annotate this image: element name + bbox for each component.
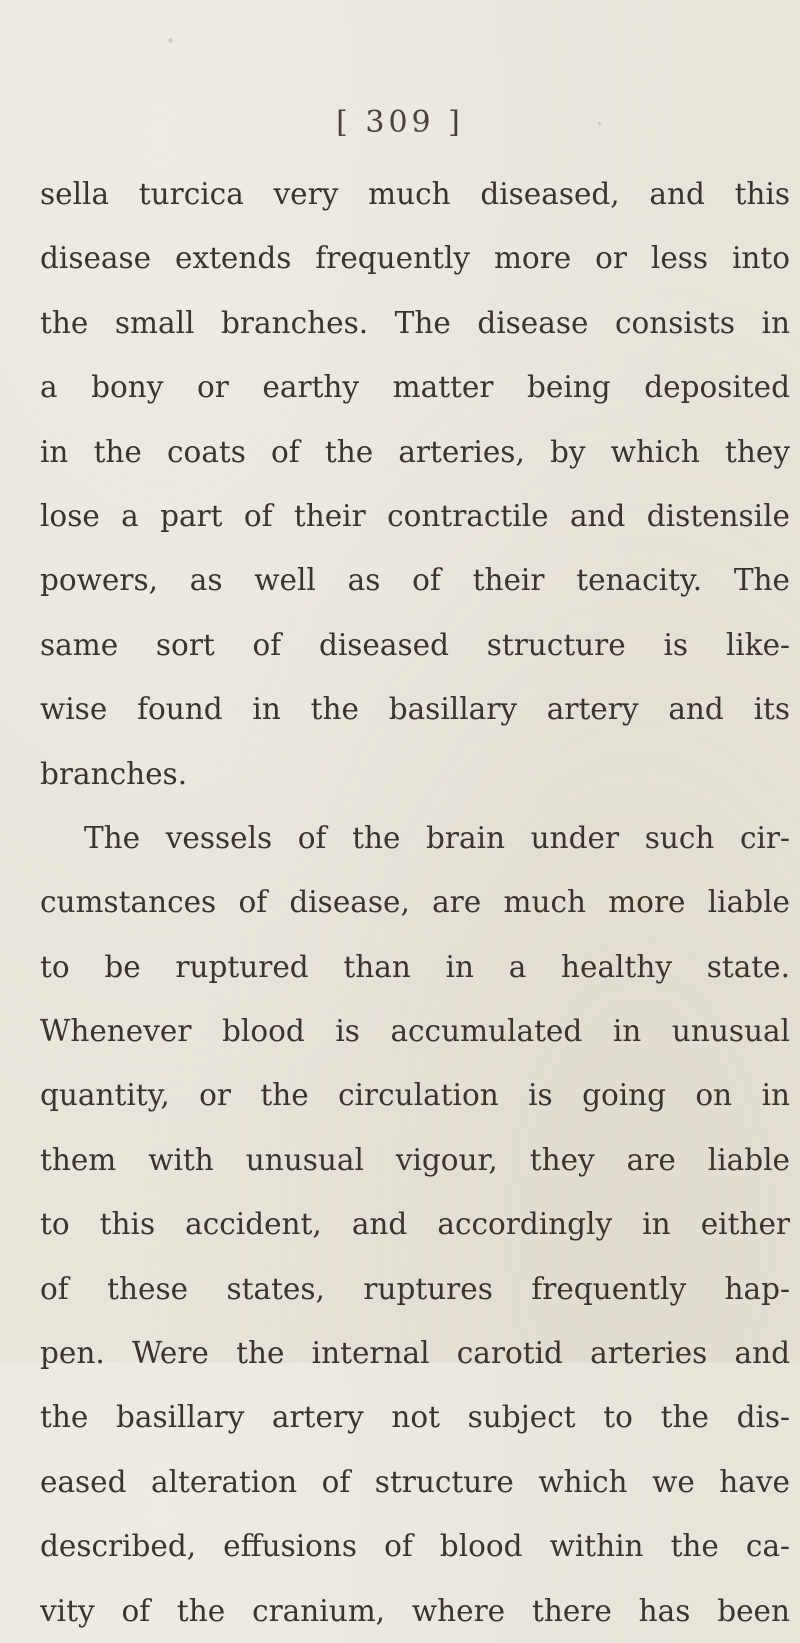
text-line: The vessels of the brain under such cir- — [84, 820, 790, 855]
text-line: to be ruptured than in a healthy state. — [40, 949, 790, 984]
page-number: [ 309 ] — [336, 105, 464, 140]
text-line: Whenever blood is accumulated in unusual — [40, 1014, 790, 1049]
text-line: the basillary artery not subject to the dis- — [40, 1400, 790, 1435]
text-line: lose a part of their contractile and distensile — [40, 498, 790, 533]
text-line: wise found in the basillary artery and its — [40, 692, 790, 727]
paper-speck — [168, 38, 173, 43]
text-line: of these states, ruptures frequently hap- — [40, 1271, 790, 1306]
text-line: vity of the cranium, where there has been — [40, 1593, 790, 1628]
text-line: in the coats of the arteries, by which they — [40, 434, 790, 469]
text-line: branches. — [40, 756, 188, 791]
text-line: same sort of diseased structure is like- — [40, 627, 790, 662]
text-line: quantity, or the circulation is going on in — [40, 1078, 790, 1113]
text-line: to this accident, and accordingly in either — [40, 1207, 790, 1242]
text-line: cumstances of disease, are much more liable — [40, 885, 790, 920]
text-line: them with unusual vigour, they are liable — [40, 1142, 790, 1177]
text-line: powers, as well as of their tenacity. The — [40, 563, 790, 598]
text-line: eased alteration of structure which we have — [40, 1464, 790, 1499]
text-line: pen. Were the internal carotid arteries and — [40, 1336, 790, 1371]
body-text — [40, 162, 800, 1643]
text-line: the small branches. The disease consists in — [40, 305, 790, 340]
text-line: sella turcica very much diseased, and this — [40, 177, 790, 211]
text-line: a bony or earthy matter being deposited — [40, 370, 790, 405]
text-line: described, effusions of blood within the ca- — [40, 1529, 790, 1564]
text-line: disease extends frequently more or less into — [40, 241, 790, 276]
